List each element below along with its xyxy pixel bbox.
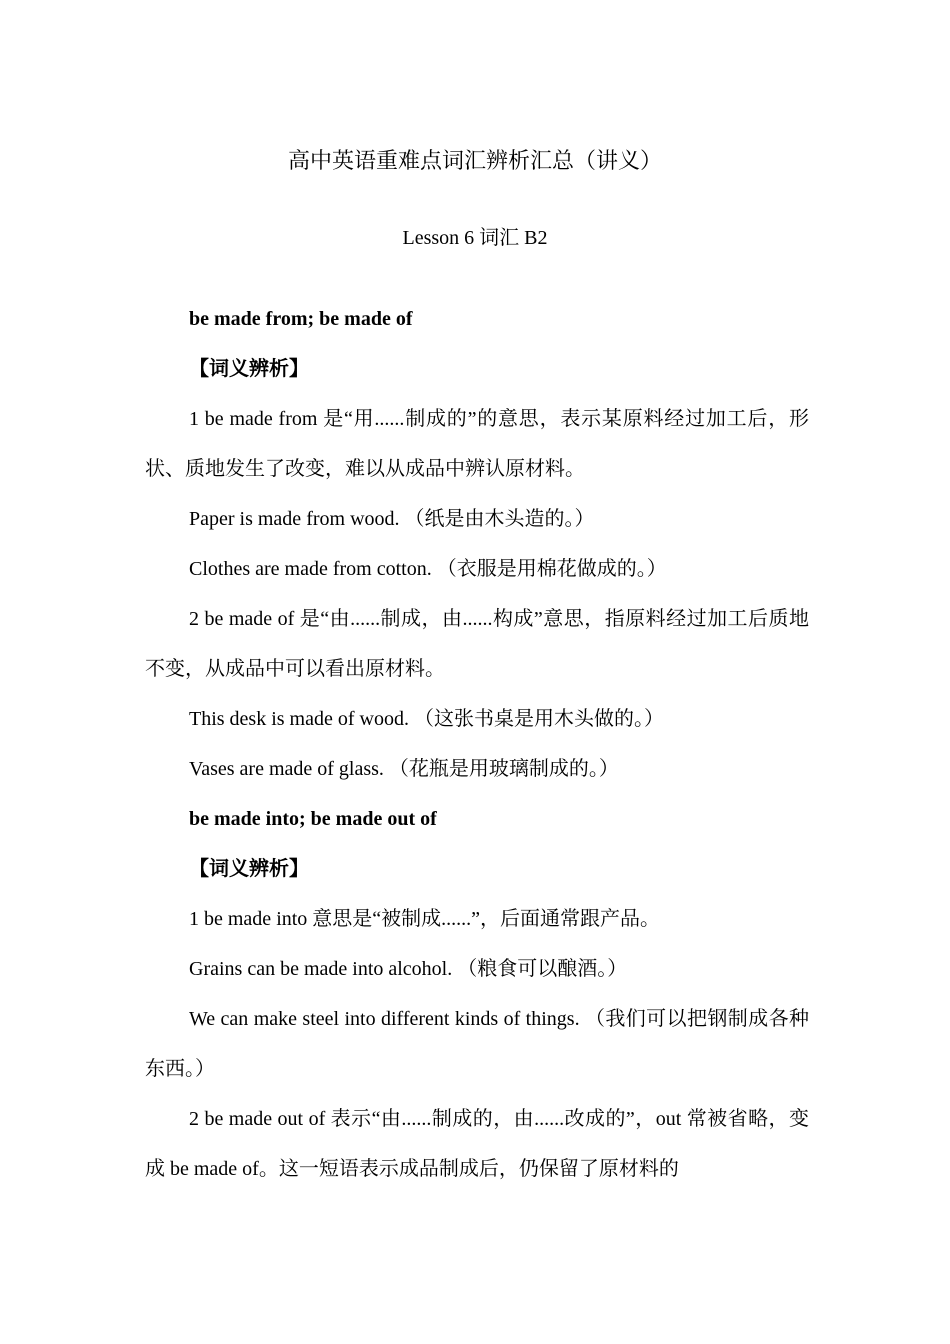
example-sentence: Paper is made from wood. （纸是由木头造的。） — [189, 508, 595, 530]
document-subtitle: Lesson 6 词汇 B2 — [402, 227, 548, 249]
definition-paragraph: 2 be made of 是“由......制成，由......构成”意思，指原料经过加工后质地不变，从成品中可以看出原材料。 — [145, 608, 809, 680]
example-sentence: Clothes are made from cotton. （衣服是用棉花做成的。） — [189, 558, 667, 580]
example-sentence: We can make steel into different kinds of things. （我们可以把钢制成各种东西。） — [145, 1008, 809, 1080]
example-sentence: Vases are made of glass. （花瓶是用玻璃制成的。） — [189, 758, 619, 780]
definition-paragraph: 1 be made from 是“用......制成的”的意思，表示某原料经过加工后，形状、质地发生了改变，难以从成品中辨认原材料。 — [145, 408, 809, 480]
document-body — [145, 294, 809, 1194]
definition-paragraph: 1 be made into 意思是“被制成......”，后面通常跟产品。 — [189, 908, 661, 930]
section-heading: be made from; be made of — [189, 308, 413, 330]
section-label: 【词义辨析】 — [189, 858, 309, 880]
example-sentence: Grains can be made into alcohol. （粮食可以酿酒。） — [189, 958, 628, 980]
document-title: 高中英语重难点词汇辨析汇总（讲义） — [287, 148, 662, 173]
definition-paragraph: 2 be made out of 表示“由......制成的，由......改成的”，out 常被省略，变成 be made of。这一短语表示成品制成后，仍保留了原材料的 — [145, 1108, 809, 1180]
section-heading: be made into; be made out of — [189, 808, 437, 830]
section-label: 【词义辨析】 — [189, 358, 309, 380]
example-sentence: This desk is made of wood. （这张书桌是用木头做的。） — [189, 708, 664, 730]
